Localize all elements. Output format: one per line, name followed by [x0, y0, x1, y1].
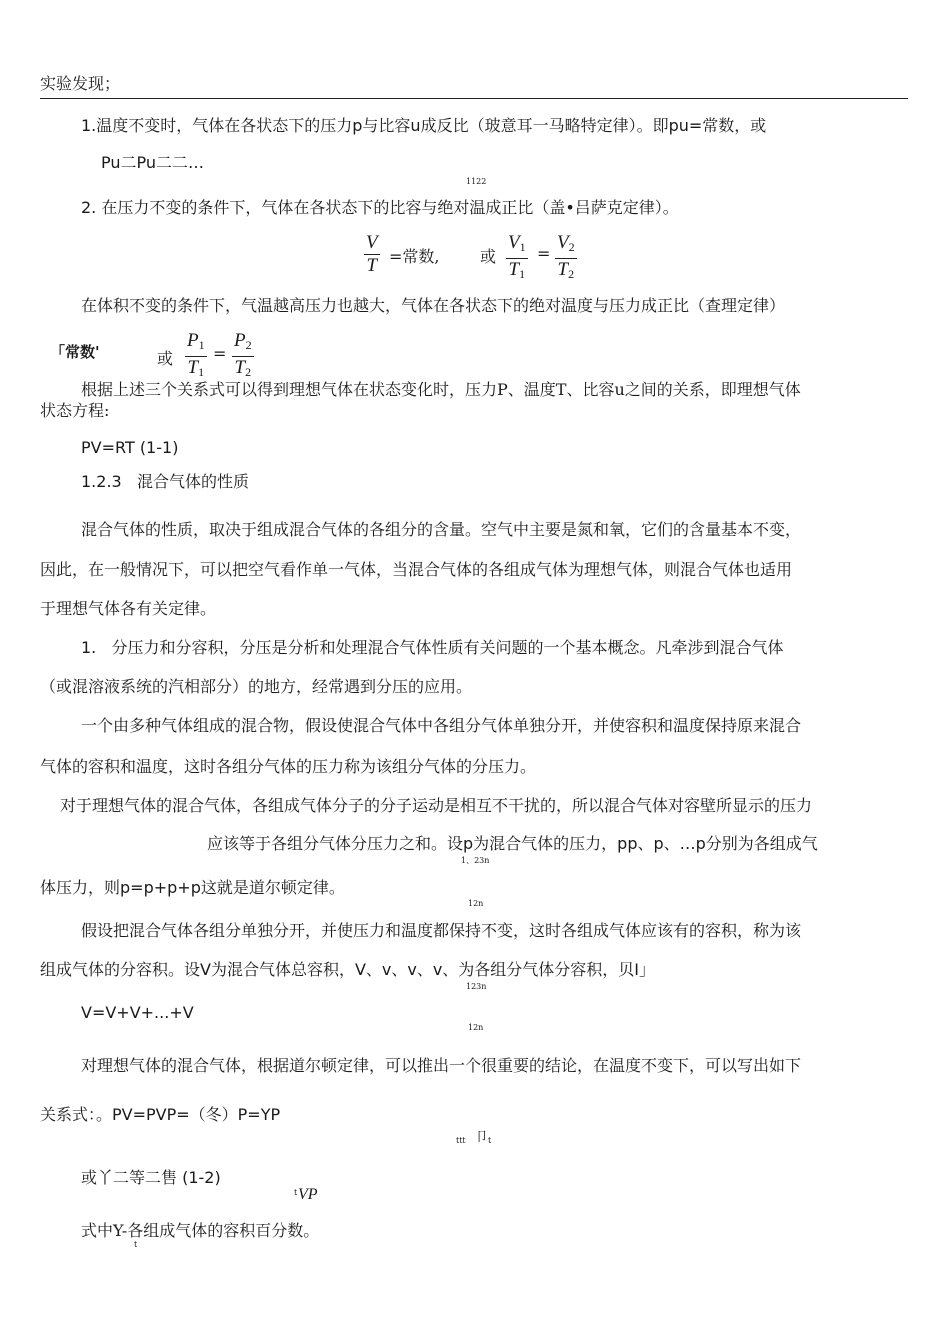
volume-fraction-subscript: t [134, 1240, 138, 1249]
fraction-v2-over-t2: $\frac{V_2}{T_2}$ [555, 232, 577, 285]
volume-sum-equation: V=V+V+...+V [81, 1003, 194, 1022]
dalton-line-2: 应该等于各组分气体分压力之和。设p为混合气体的压力，pp、p、…p分别为各组成气 [207, 834, 818, 853]
law-1-text: 1.温度不变时，气体在各状态下的压力p与比容u成反比（玻意耳一马略特定律）。即pu=常数，或 [81, 116, 767, 135]
mixture-paragraph-line-3: 于理想气体各有关定律。 [40, 599, 217, 618]
law-2-text: 2. 在压力不变的条件下，气体在各状态下的比容与绝对温成正比（盖•吕萨克定律）。 [81, 198, 679, 217]
equation-1-2: 或丫二等二售 (1-2) [81, 1168, 221, 1187]
state-equation-intro-line-2: 状态方程: [40, 401, 110, 420]
equation-or-text-2: 或 [157, 349, 174, 368]
law-1-formula-subscripts: 1122 [466, 177, 487, 186]
equation-constant-text: =常数, [389, 247, 440, 266]
conclusion-subscript-2: 卩 [475, 1130, 489, 1145]
equation-equals-sign-2: = [213, 344, 227, 363]
conclusion-line-1: 对理想气体的混合气体，根据道尔顿定律，可以推出一个很重要的结论，在温度不变下，可以写出如下 [81, 1056, 802, 1075]
partial-pressure-def-line-1: 一个由多种气体组成的混合物，假设使混合气体中各组分气体单独分开，并使容积和温度保持原来混合 [81, 716, 802, 735]
partial-volume-subscripts: 123n [466, 982, 487, 991]
volume-fraction-definition: 式中Y-各组成气体的容积百分数。 [81, 1221, 320, 1240]
dalton-line-2-subscripts: 1、23n [461, 856, 490, 865]
fraction-p1-over-t1: $\frac{P_1}{T_1}$ [185, 330, 207, 383]
section-heading: 1.2.3 混合气体的性质 [81, 472, 249, 491]
law-1-formula: Pu二Pu二二… [101, 153, 205, 172]
partial-pressure-line-1: 1. 分压力和分容积，分压是分析和处理混合气体性质有关问题的一个基本概念。凡牵涉到混合气体 [81, 638, 784, 657]
partial-volume-line-2: 组成气体的分容积。设V为混合气体总容积，V、v、v、v、为各组分气体分容积，贝I」 [40, 960, 656, 979]
fraction-v-over-t: $\frac{V}{T}$ [366, 232, 378, 276]
header-rule [40, 98, 908, 99]
fraction-v1-over-t1: $\frac{V_1}{T_1}$ [506, 232, 528, 285]
equation-1-2-sub-prefix: t [294, 1188, 298, 1197]
equation-or-text: 或 [480, 247, 497, 266]
state-equation-intro-line-1: 根据上述三个关系式可以得到理想气体在状态变化时，压力P、温度T、比容u之间的关系，即理想气体 [81, 380, 801, 399]
equation-equals-sign: = [537, 244, 551, 263]
volume-sum-subscripts: 12n [468, 1023, 484, 1032]
conclusion-line-2: 关系式：。PV=PVP=（冬）P=YP [40, 1105, 281, 1124]
partial-pressure-def-line-2: 气体的容积和温度，这时各组分气体的压力称为该组分气体的分压力。 [40, 757, 537, 776]
mixture-paragraph-line-1: 混合气体的性质，取决于组成混合气体的各组分的含量。空气中主要是氮和氧，它们的含量基本不变， [81, 520, 802, 539]
conclusion-subscript-1: ttt [456, 1136, 466, 1145]
partial-pressure-line-2: （或混溶液系统的汽相部分）的地方，经常遇到分压的应用。 [40, 677, 473, 696]
state-equation: PV=RT (1-1) [81, 438, 179, 457]
dalton-line-1: 对于理想气体的混合气体，各组成气体分子的分子运动是相互不干扰的，所以混合气体对容壁所显示的压力 [60, 796, 813, 815]
page-header-title: 实验发现； [40, 74, 121, 93]
law-3-text: 在体积不变的条件下，气温越高压力也越大，气体在各状态下的绝对温度与压力成正比（查理定律） [81, 296, 786, 315]
equation-constant-label: 「常数' [50, 343, 100, 361]
conclusion-subscript-3: t [488, 1136, 492, 1145]
mixture-paragraph-line-2: 因此，在一般情况下，可以把空气看作单一气体，当混合气体的各组成气体为理想气体，则混合气体也适用 [40, 560, 793, 579]
dalton-line-3: 体压力，则p=p+p+p这就是道尔顿定律。 [40, 878, 345, 897]
fraction-p2-over-t2: $\frac{P_2}{T_2}$ [232, 330, 254, 383]
equation-1-2-sub: VP [298, 1186, 318, 1203]
partial-volume-line-1: 假设把混合气体各组分单独分开，并使压力和温度都保持不变，这时各组成气体应该有的容积，称为该 [81, 921, 802, 940]
dalton-line-3-subscripts: 12n [468, 899, 484, 908]
